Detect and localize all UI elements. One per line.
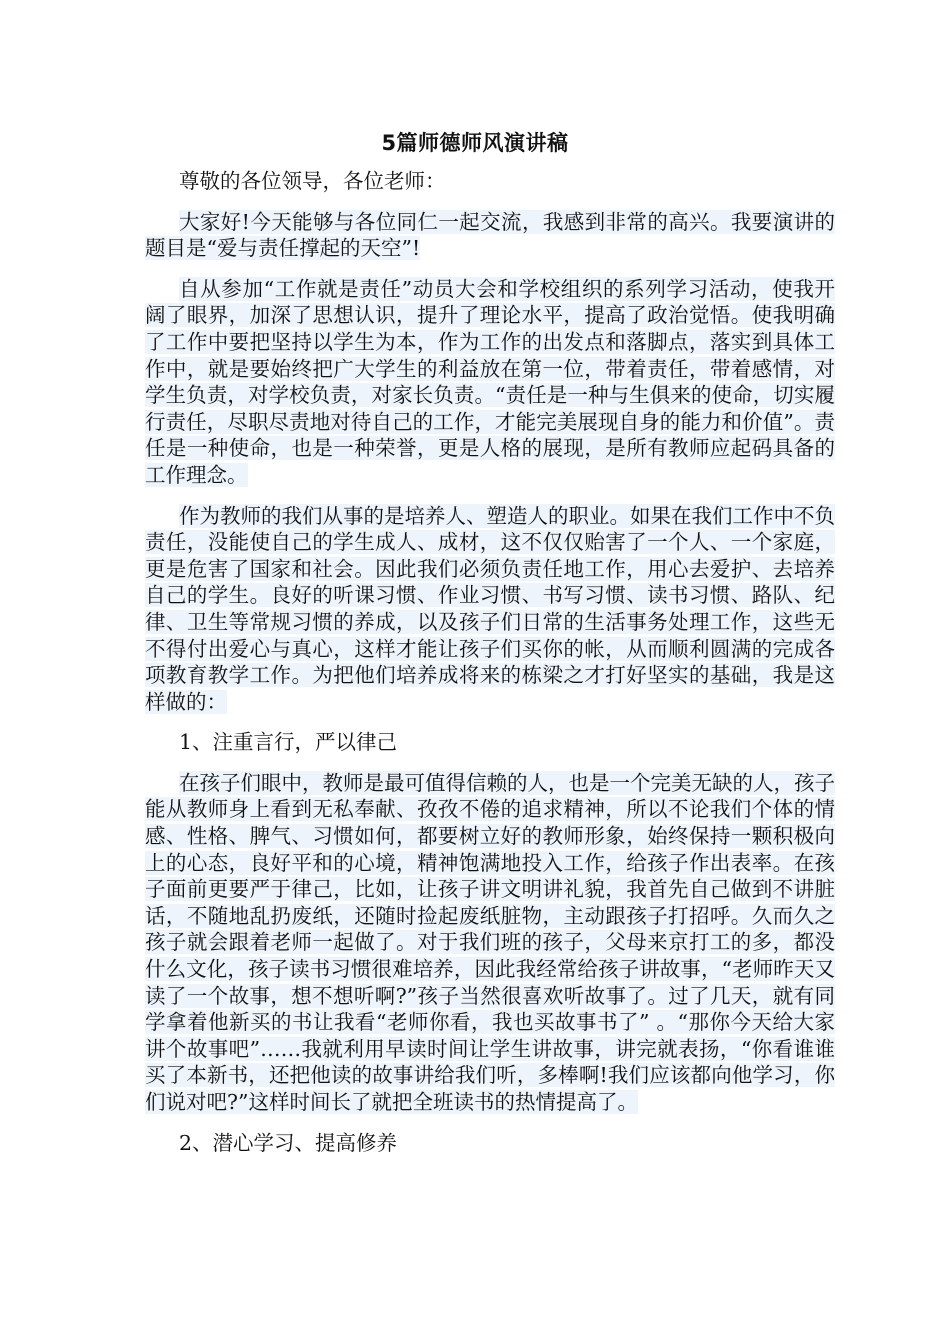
section-heading-1 — [145, 729, 835, 756]
section-heading-2 — [145, 1130, 835, 1157]
paragraph-text: 在孩子们眼中，教师是最可值得信赖的人，也是一个完美无缺的人，孩子能从教师身上看到无私奉献、孜孜不倦的追求精神，所以不论我们个体的情感、性格、脾气、习惯如何，都要树立好的教师形象，始终保持一颗积极向上的心态，良好平和的心境，精神饱满地投入工作，给孩子作出表率。在孩子面前更要严于律己，比如，让孩子讲文明讲礼貌，我首先自己做到不讲脏话，不随地乱扔废纸，还随时捡起废纸脏物，主动跟孩子打招呼。久而久之孩子就会跟着老师一起做了。对于我们班的孩子，父母来京打工的多，都没什么文化，孩子读书习惯很难培养，因此我经常给孩子讲故事，“老师昨天又读了一个故事，想不想听啊?”孩子当然很喜欢听故事了。过了几天，就有同学拿着他新买的书让我看“老师你看，我也买故事书了” 。“那你今天给大家讲个故事吧”……我就利用早读时间让学生讲故事，讲完就表扬，“你看谁谁买了本新书，还把他读的故事讲给我们听，多棒啊!我们应该都向他学习，你们说对吧?”这样时间长了就把全班读书的热情提高了。 — [145, 770, 835, 1114]
document-body — [145, 168, 835, 1170]
section-heading-text: 1、注重言行，严以律己 — [179, 730, 398, 755]
paragraph-text: 作为教师的我们从事的是培养人、塑造人的职业。如果在我们工作中不负责任，没能使自己的学生成人、成材，这不仅仅贻害了一个人、一个家庭，更是危害了国家和社会。因此我们必须负责任地工作，用心去爱护、去培养自己的学生。良好的听课习惯、作业习惯、书写习惯、读书习惯、路队、纪律、卫生等常规习惯的养成，以及孩子们日常的生活事务处理工作，这些无不得付出爱心与真心，这样才能让孩子们买你的帐，从而顺利圆满的完成各项教育教学工作。为把他们培养成将来的栋梁之才打好坚实的基础，我是这样做的： — [145, 503, 835, 714]
paragraph-greeting — [145, 209, 835, 262]
section-heading-text: 2、潜心学习、提高修养 — [179, 1130, 398, 1155]
document-title: 5篇师德师风演讲稿 — [381, 131, 569, 155]
paragraph-responsibility — [145, 276, 835, 489]
paragraph-text: 自从参加“工作就是责任”动员大会和学校组织的系列学习活动，使我开阔了眼界，加深了思想认识，提升了理论水平，提高了政治觉悟。使我明确了工作中要把坚持以学生为本，作为工作的出发点和落脚点，落实到具体工作中，就是要始终把广大学生的利益放在第一位，带着责任，带着感情，对学生负责，对学校负责，对家长负责。“责任是一种与生俱来的使命，切实履行责任，尽职尽责地对待自己的工作，才能完美展现自身的能力和价值”。责任是一种使命，也是一种荣誉，更是人格的展现，是所有教师应起码具备的工作理念。 — [145, 276, 835, 487]
salutation-text: 尊敬的各位领导，各位老师： — [179, 169, 446, 193]
paragraph-teacher-role — [145, 503, 835, 716]
paragraph-text: 大家好!今天能够与各位同仁一起交流，我感到非常的高兴。我要演讲的题目是“爱与责任撑起的天空”! — [145, 209, 835, 261]
salutation — [145, 168, 835, 195]
paragraph-example — [145, 770, 835, 1116]
